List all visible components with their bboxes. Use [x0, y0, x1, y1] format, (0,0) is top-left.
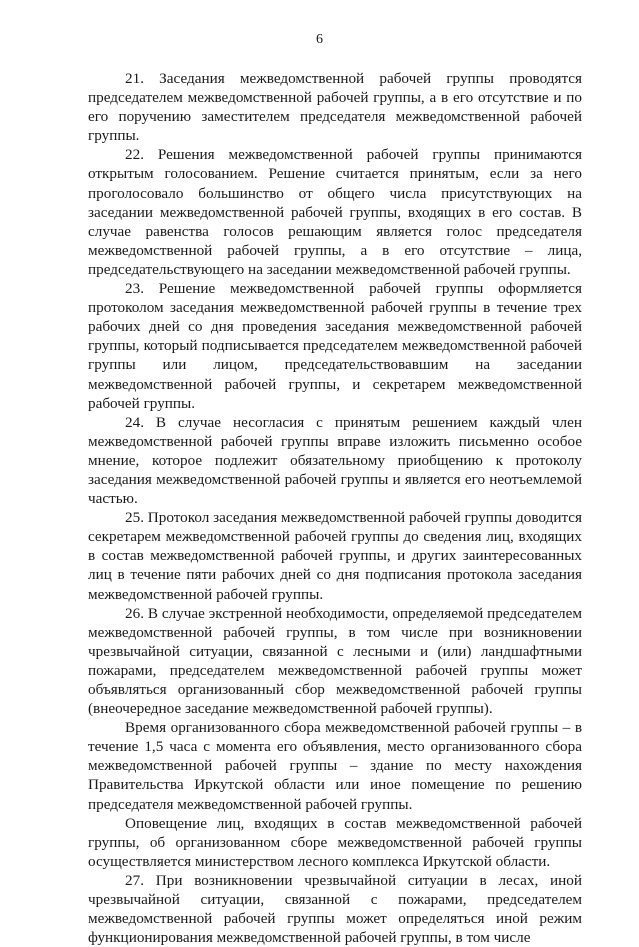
- paragraph-25: 25. Протокол заседания межведомственной рабочей группы доводится секретарем межведомственной рабочей группы до сведения лиц, входящих в состав межведомственной рабочей группы, и других заинтересованных лиц в течение пяти рабочих дней со дня подписания протокола заседания межведомственной рабочей группы.: [88, 509, 582, 603]
- paragraph-21: 21. Заседания межведомственной рабочей группы проводятся председателем межведомственной рабочей группы, а в его отсутствие и по его поручению заместителем председателя межведомственной рабочей группы.: [88, 70, 582, 145]
- paragraph-23: 23. Решение межведомственной рабочей группы оформляется протоколом заседания межведомственной рабочей группы в течение трех рабочих дней со дня проведения заседания межведомственной рабочей группы, который подписывается председателем межведомственной рабочей группы или лицом, председательствовавшим на заседании межведомственной рабочей группы, и секретарем межведомственной рабочей группы.: [88, 280, 582, 412]
- paragraph-24: 24. В случае несогласия с принятым решением каждый член межведомственной рабочей группы вправе изложить письменно особое мнение, которое подлежит обязательному приобщению к протоколу заседания межведомственной рабочей группы и является его неотъемлемой частью.: [88, 413, 582, 508]
- document-body: [88, 69, 582, 947]
- page-number: 6: [316, 32, 323, 47]
- paragraph-26-notification: Оповещение лиц, входящих в состав межведомственной рабочей группы, об организованном сборе межведомственной рабочей группы осуществляется министерством лесного комплекса Иркутской области.: [88, 814, 582, 870]
- paragraph-26-assembly-time: Время организованного сбора межведомственной рабочей группы – в течение 1,5 часа с момента его объявления, место организованного сбора межведомственной рабочей группы – здание по месту нахождения Правительства Иркутской области или иное помещение по решению председателя межведомственной рабочей группы.: [88, 719, 582, 813]
- paragraph-27: 27. При возникновении чрезвычайной ситуации в лесах, иной чрезвычайной ситуации, связанной с пожарами, председателем межведомственной рабочей группы может определяться иной режим функционирования межведомственной рабочей группы, в том числе: [88, 871, 582, 947]
- paragraph-22: 22. Решения межведомственной рабочей группы принимаются открытым голосованием. Решение считается принятым, если за него проголосовало большинство от общего числа присутствующих на заседании межведомственной рабочей группы, входящих в его состав. В случае равенства голосов решающим является голос председателя межведомственной рабочей группы, а в его отсутствие – лица, председательствующего на заседании межведомственной рабочей группы.: [88, 146, 582, 278]
- paragraph-26: 26. В случае экстренной необходимости, определяемой председателем межведомственной рабочей группы, в том числе при возникновении чрезвычайной ситуации, связанной с лесными и (или) ландшафтными пожарами, председателем межведомственной рабочей группы может объявляться организованный сбор межведомственной рабочей группы (внеочередное заседание межведомственной рабочей группы).: [88, 604, 582, 718]
